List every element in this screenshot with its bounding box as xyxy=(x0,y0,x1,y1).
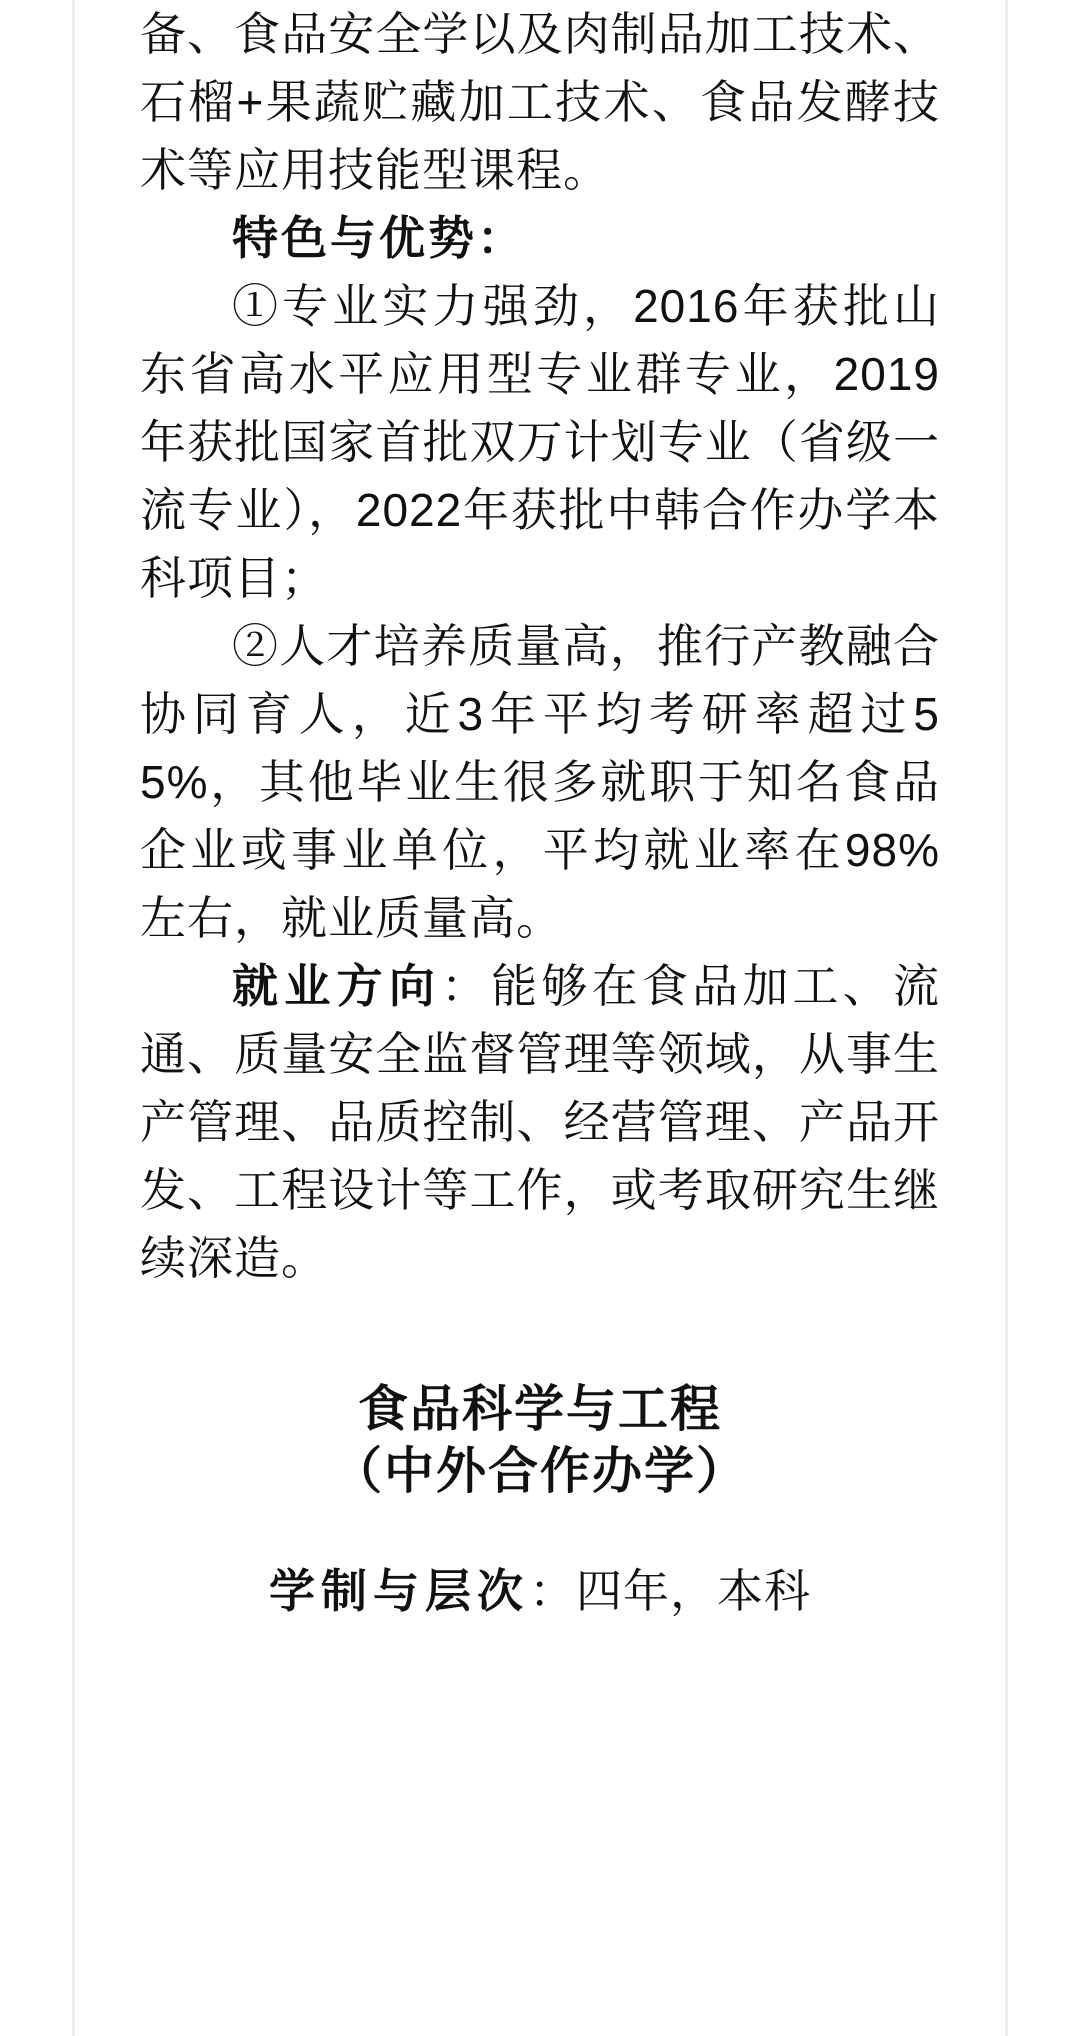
feature-item-1: ①专业实力强劲，2016年获批山东省高水平应用型专业群专业，2019年获批国家首批双万计划专业（省级一流专业），2022年获批中韩合作办学本科项目； xyxy=(140,280,940,604)
title-gap xyxy=(140,1502,940,1560)
employment-separator: ： xyxy=(440,960,492,1012)
degree-value: 四年，本科 xyxy=(576,1565,811,1617)
right-margin-rule xyxy=(1005,0,1008,2036)
left-margin-rule xyxy=(72,0,75,2036)
document-content xyxy=(140,0,940,2036)
next-section-title-line1: 食品科学与工程 xyxy=(358,1381,722,1437)
features-heading xyxy=(140,204,940,272)
next-section-title-line2: （中外合作办学） xyxy=(332,1443,748,1499)
features-heading-text: 特色与优势： xyxy=(232,212,526,264)
paragraph-courses-continued: 备、食品安全学以及肉制品加工技术、石榴+果蔬贮藏加工技术、食品发酵技术等应用技能型课程。 xyxy=(140,8,940,196)
employment-text: 能够在食品加工、流通、质量安全监督管理等领域，从事生产管理、品质控制、经营管理、产品开发、工程设计等工作，或考取研究生继续深造。 xyxy=(140,960,941,1284)
employment-heading: 就业方向 xyxy=(232,960,441,1012)
degree-separator: ： xyxy=(529,1565,576,1617)
feature-item-2: ②人才培养质量高，推行产教融合协同育人，近3年平均考研率超过55%，其他毕业生很多就职于知名食品企业或事业单位，平均就业率在98%左右，就业质量高。 xyxy=(140,620,940,944)
employment-direction xyxy=(140,952,940,1292)
section-gap xyxy=(140,1292,940,1378)
degree-info-line xyxy=(140,1560,940,1622)
degree-label: 学制与层次 xyxy=(269,1565,529,1617)
